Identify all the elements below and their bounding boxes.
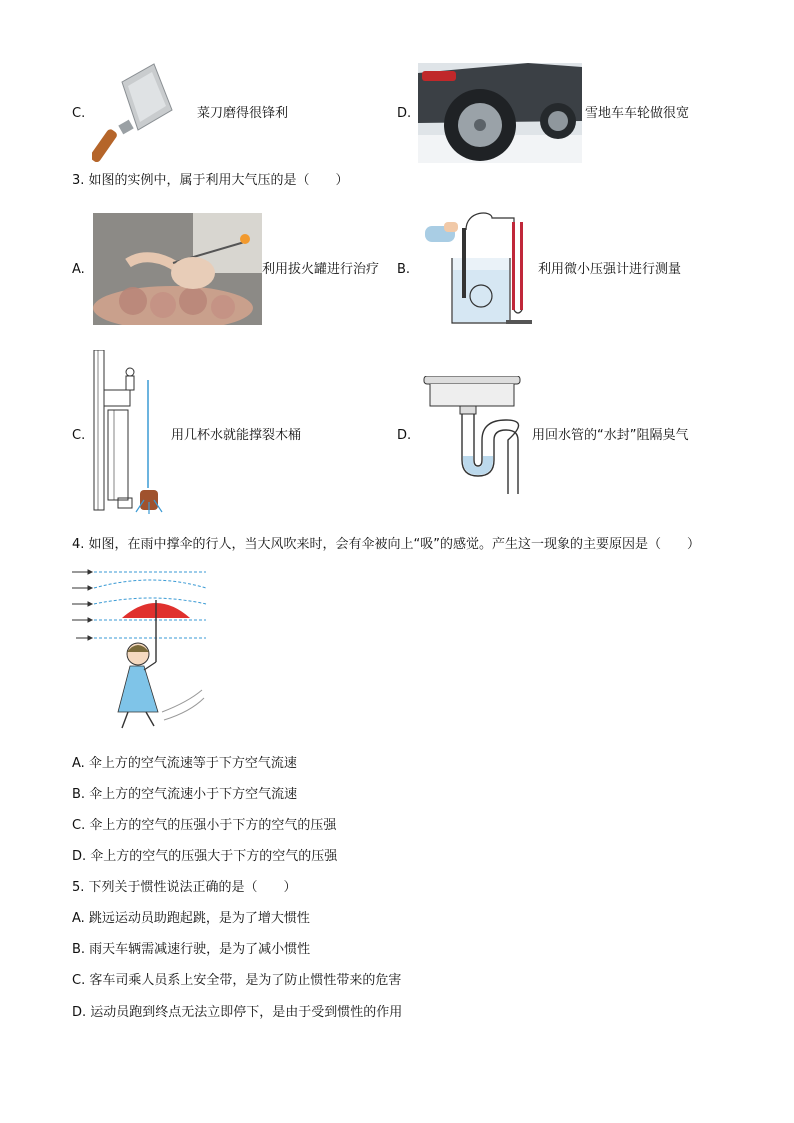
q4-stem: 4. 如图，在雨中撑伞的行人，当大风吹来时，会有伞被向上“吸”的感觉。产生这一现象的主要原因是（ ）	[72, 537, 701, 552]
q5-option-b: B. 雨天车辆需减速行驶，是为了减小惯性	[72, 942, 311, 957]
q2-option-c-letter: C.	[72, 106, 86, 121]
q5-stem: 5. 下列关于惯性说法正确的是（ ）	[72, 880, 297, 895]
q2-option-d-caption: 雪地车车轮做很宽	[585, 106, 690, 121]
q4-option-d: D. 伞上方的空气的压强大于下方的空气的压强	[72, 849, 338, 864]
q3-option-d-caption: 用回水管的“水封”阻隔臭气	[532, 428, 689, 443]
fire-cupping-icon	[93, 213, 262, 325]
q5-option-c: C. 客车司乘人员系上安全带，是为了防止惯性带来的危害	[72, 973, 402, 988]
sink-trap-icon	[422, 376, 524, 496]
q3-option-a-letter: A.	[72, 262, 85, 277]
pascal-barrel-icon	[92, 350, 170, 518]
q5-option-a: A. 跳远运动员助跑起跳，是为了增大惯性	[72, 911, 310, 926]
umbrella-wind-icon	[72, 562, 208, 738]
pressure-gauge-icon	[422, 208, 534, 326]
q3-option-b-caption: 利用微小压强计进行测量	[538, 262, 682, 277]
q5-option-d: D. 运动员跑到终点无法立即停下，是由于受到惯性的作用	[72, 1005, 403, 1020]
q2-option-d-letter: D.	[397, 106, 412, 121]
q4-option-a: A. 伞上方的空气流速等于下方空气流速	[72, 756, 297, 771]
car-wheel-snow-icon	[418, 63, 582, 163]
q4-option-b: B. 伞上方的空气流速小于下方空气流速	[72, 787, 298, 802]
q3-option-c-caption: 用几杯水就能撑裂木桶	[171, 428, 302, 443]
q3-option-c-letter: C.	[72, 428, 86, 443]
q2-option-c-caption: 菜刀磨得很锋利	[197, 106, 289, 121]
q3-stem: 3. 如图的实例中，属于利用大气压的是（ ）	[72, 173, 349, 188]
cleaver-knife-icon	[92, 62, 174, 162]
q3-option-a-caption: 利用拔火罐进行治疗	[262, 262, 380, 277]
q4-option-c: C. 伞上方的空气的压强小于下方的空气的压强	[72, 818, 337, 833]
q3-option-b-letter: B.	[397, 262, 411, 277]
q3-option-d-letter: D.	[397, 428, 412, 443]
